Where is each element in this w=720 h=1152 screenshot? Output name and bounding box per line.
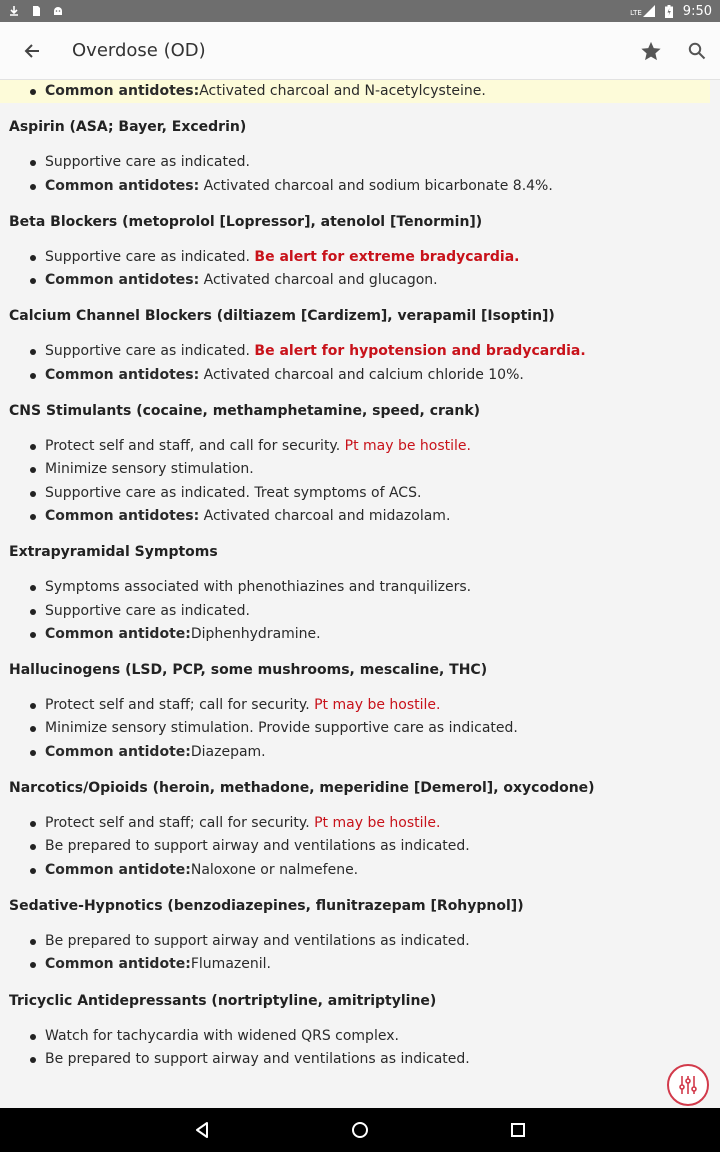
clock: 9:50 (682, 3, 712, 19)
status-bar (0, 0, 720, 22)
list-item (0, 953, 720, 976)
item-text: Protect self and staff; call for security. (45, 815, 315, 832)
drug-section (0, 778, 720, 882)
list-item (0, 458, 720, 481)
list-item (0, 364, 720, 387)
list-item (0, 741, 720, 764)
drug-section (0, 991, 720, 1072)
content-scroll-area[interactable] (0, 80, 720, 1108)
back-triangle-icon (193, 1121, 211, 1139)
item-text: Supportive care as indicated. Treat symptoms of ACS. (45, 484, 422, 501)
drug-section (0, 306, 720, 387)
item-text: Activated charcoal and calcium chloride 10%. (199, 366, 524, 383)
antidote-label: Common antidotes: (45, 83, 200, 99)
list-item (0, 694, 720, 717)
warning-text: Pt may be hostile. (314, 815, 441, 832)
item-text: Protect self and staff; call for security. (45, 697, 315, 714)
app-bar-actions (628, 22, 720, 80)
item-text: Activated charcoal and glucagon. (199, 272, 438, 289)
list-item (0, 859, 720, 882)
recents-square-icon (510, 1122, 526, 1138)
item-text: Activated charcoal and N-acetylcysteine. (199, 83, 486, 99)
list-item (0, 1025, 720, 1048)
sliders-icon (676, 1073, 700, 1097)
section-list (0, 812, 720, 882)
favorite-button[interactable] (628, 22, 674, 80)
back-arrow-icon (23, 42, 41, 60)
section-heading: Extrapyramidal Symptoms (9, 544, 218, 561)
antidote-label: Common antidotes: (45, 272, 200, 289)
list-item (0, 435, 720, 458)
list-item (0, 812, 720, 835)
lte-signal-icon (630, 5, 655, 17)
item-text: Activated charcoal and midazolam. (199, 507, 451, 524)
antidote-label: Common antidotes: (45, 507, 200, 524)
filter-fab-button[interactable] (667, 1064, 709, 1106)
list-item (0, 1048, 720, 1071)
item-text: Be prepared to support airway and ventilations as indicated. (45, 1050, 470, 1067)
warning-text: Be alert for hypotension and bradycardia. (254, 343, 586, 360)
section-list (0, 340, 720, 387)
list-item (0, 175, 720, 198)
drug-section (0, 401, 720, 528)
section-heading: Beta Blockers (metoprolol [Lopressor], atenolol [Tenormin]) (9, 213, 483, 230)
item-text: Protect self and staff, and call for security. (45, 438, 345, 455)
sd-card-icon (30, 5, 42, 17)
warning-text: Be alert for extreme bradycardia. (254, 248, 520, 265)
section-heading: Tricyclic Antidepressants (nortriptyline, amitriptyline) (9, 992, 437, 1009)
nav-back-button[interactable] (182, 1110, 222, 1150)
item-text: Supportive care as indicated. (45, 154, 250, 171)
item-text: Be prepared to support airway and ventilations as indicated. (45, 932, 470, 949)
home-circle-icon (351, 1121, 369, 1139)
item-text: Diphenhydramine. (190, 625, 321, 642)
nav-home-button[interactable] (340, 1110, 380, 1150)
list-item (0, 717, 720, 740)
item-text: Supportive care as indicated. (45, 248, 255, 265)
antidote-label: Common antidote: (45, 625, 191, 642)
status-bar-right (630, 4, 712, 19)
section-heading: Narcotics/Opioids (heroin, methadone, meperidine [Demerol], oxycodone) (9, 780, 595, 797)
app-bar (0, 22, 720, 80)
drug-section (0, 660, 720, 764)
section-list (0, 1025, 720, 1072)
list-item (0, 576, 720, 599)
item-text: Watch for tachycardia with widened QRS complex. (45, 1027, 399, 1044)
item-text: Flumazenil. (190, 956, 271, 973)
list-item (0, 269, 720, 292)
antidote-label: Common antidotes: (45, 366, 200, 383)
list-item (0, 151, 720, 174)
page-title: Overdose (OD) (72, 40, 206, 61)
section-heading: Aspirin (ASA; Bayer, Excedrin) (9, 119, 247, 136)
android-icon (52, 5, 64, 17)
drug-section (0, 117, 720, 198)
antidote-label: Common antidote: (45, 743, 191, 760)
list-item (0, 482, 720, 505)
drug-section (0, 542, 720, 646)
list-item (0, 600, 720, 623)
partial-top-list (0, 80, 720, 103)
section-list (0, 151, 720, 198)
back-button[interactable] (0, 22, 64, 80)
section-heading: CNS Stimulants (cocaine, methamphetamine, speed, crank) (9, 403, 481, 420)
list-item (0, 340, 720, 363)
section-heading: Calcium Channel Blockers (diltiazem [Cardizem], verapamil [Isoptin]) (9, 308, 555, 325)
list-item (0, 623, 720, 646)
download-icon (8, 5, 20, 17)
drug-section (0, 212, 720, 293)
section-list (0, 930, 720, 977)
list-item (0, 80, 710, 103)
list-item (0, 930, 720, 953)
section-list (0, 246, 720, 293)
nav-recents-button[interactable] (498, 1110, 538, 1150)
antidote-label: Common antidotes: (45, 177, 200, 194)
list-item (0, 505, 720, 528)
navigation-bar (0, 1108, 720, 1152)
content-inner (0, 80, 720, 1071)
battery-icon (665, 5, 673, 18)
list-item (0, 835, 720, 858)
item-text: Activated charcoal and sodium bicarbonate 8.4%. (199, 177, 553, 194)
section-heading: Hallucinogens (LSD, PCP, some mushrooms, mescaline, THC) (9, 662, 488, 679)
section-list (0, 435, 720, 528)
star-icon (640, 40, 662, 62)
status-bar-left (8, 5, 64, 17)
search-button[interactable] (674, 22, 720, 80)
section-list (0, 694, 720, 764)
section-list (0, 576, 720, 646)
item-text: Symptoms associated with phenothiazines and tranquilizers. (45, 579, 472, 596)
item-text: Be prepared to support airway and ventilations as indicated. (45, 838, 470, 855)
search-icon (688, 42, 706, 60)
list-item (0, 246, 720, 269)
item-text: Minimize sensory stimulation. Provide supportive care as indicated. (45, 720, 518, 737)
lte-label: LTE (630, 9, 642, 17)
item-text: Naloxone or nalmefene. (190, 861, 359, 878)
drug-section (0, 896, 720, 977)
warning-text: Pt may be hostile. (314, 697, 441, 714)
antidote-label: Common antidote: (45, 956, 191, 973)
item-text: Minimize sensory stimulation. (45, 461, 254, 478)
item-text: Diazepam. (190, 743, 266, 760)
section-heading: Sedative-Hypnotics (benzodiazepines, flunitrazepam [Rohypnol]) (9, 897, 524, 914)
item-text: Supportive care as indicated. (45, 343, 255, 360)
warning-text: Pt may be hostile. (344, 438, 471, 455)
antidote-label: Common antidote: (45, 861, 191, 878)
item-text: Supportive care as indicated. (45, 602, 250, 619)
